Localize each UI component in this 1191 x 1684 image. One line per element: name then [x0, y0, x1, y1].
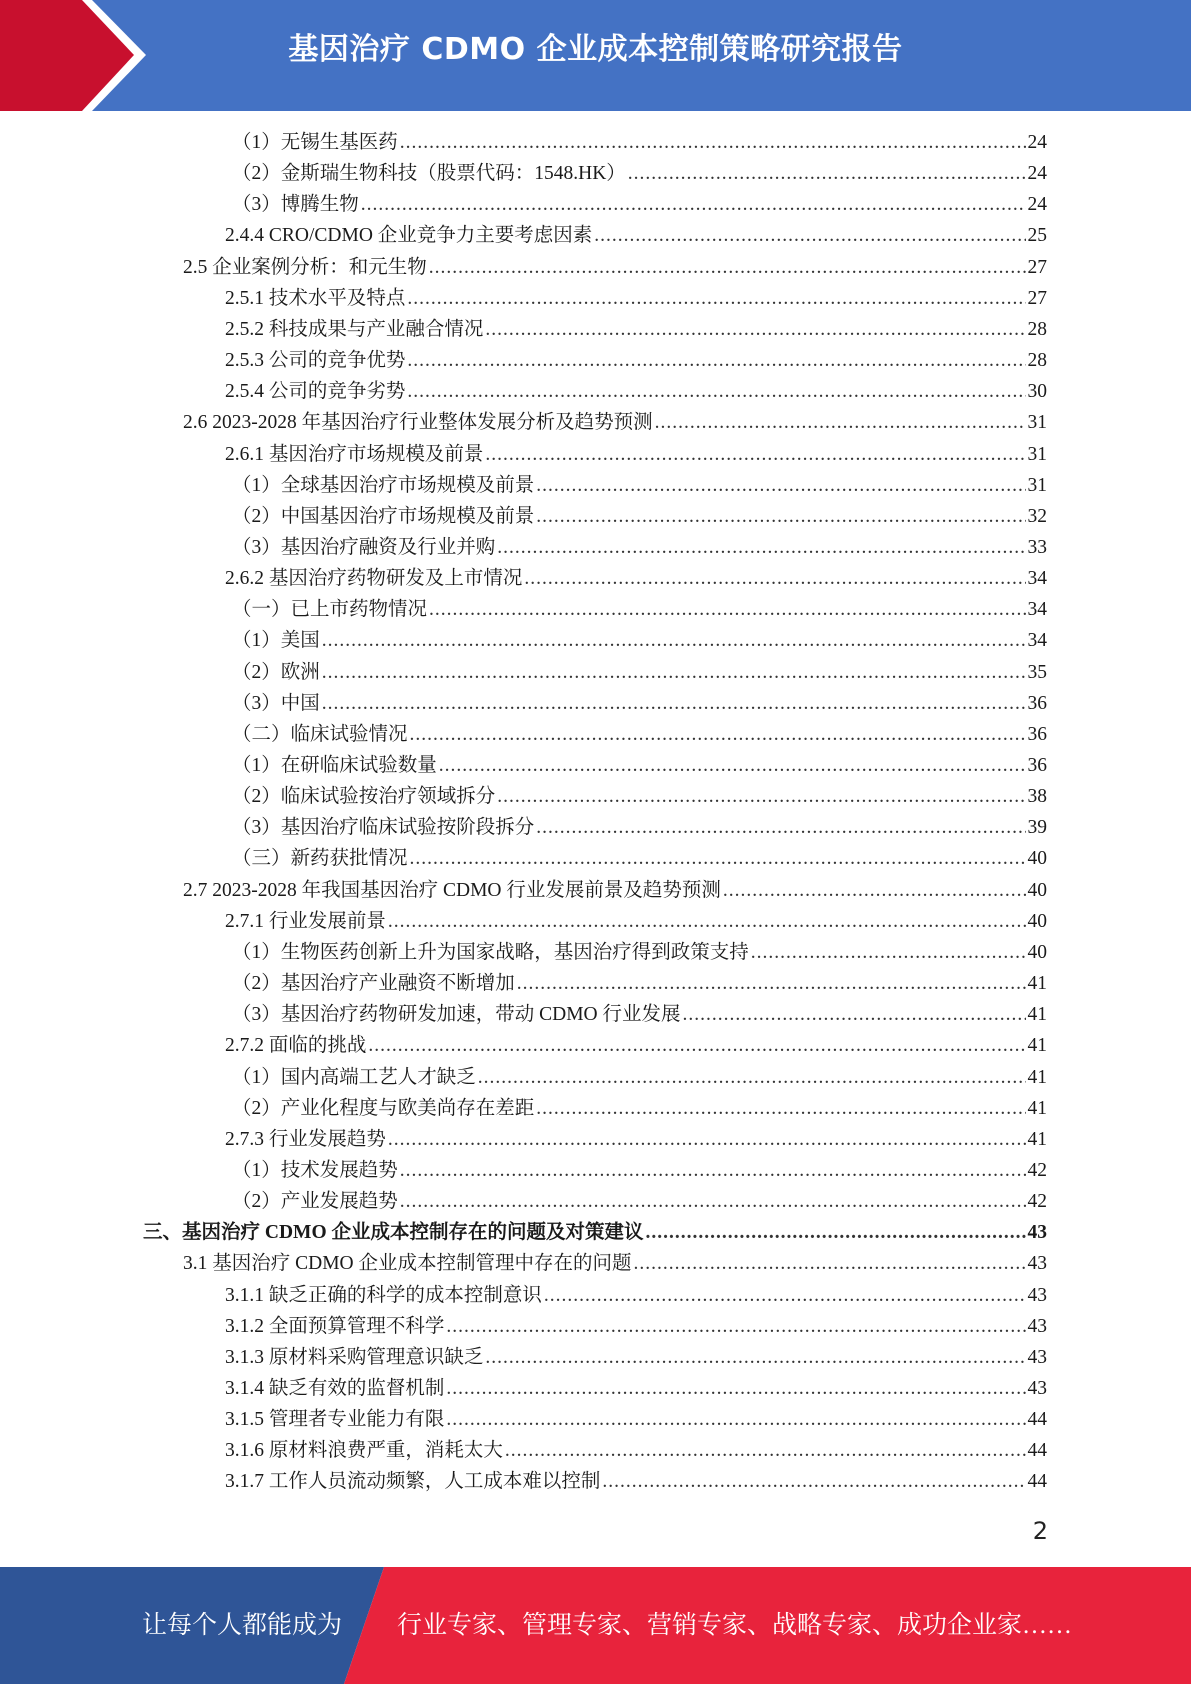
- toc-dot-leader: [388, 1124, 1026, 1155]
- toc-dot-leader: [322, 688, 1026, 719]
- toc-entry[interactable]: [225, 906, 1047, 937]
- toc-dot-leader: [400, 1186, 1026, 1217]
- toc-entry-page: 31: [1027, 443, 1047, 465]
- toc-entry-title: 2.7.1 行业发展前景: [225, 910, 386, 932]
- toc-entry[interactable]: [232, 470, 1047, 501]
- toc-dot-leader: [602, 1466, 1025, 1497]
- toc-entry-title: （2）欧洲: [232, 661, 320, 683]
- toc-entry-page: 41: [1027, 1128, 1047, 1150]
- toc-entry-title: 2.6.2 基因治疗药物研发及上市情况: [225, 568, 523, 590]
- toc-entry-title: 2.5.4 公司的竞争劣势: [225, 381, 406, 403]
- toc-entry-page: 25: [1027, 225, 1047, 247]
- toc-entry-title: （1）美国: [232, 630, 320, 652]
- toc-entry[interactable]: [232, 1093, 1047, 1124]
- toc-entry-title: 3.1.1 缺乏正确的科学的成本控制意识: [225, 1284, 542, 1306]
- toc-entry-title: （2）金斯瑞生物科技（股票代码：1548.HK）: [232, 163, 626, 185]
- toc-entry-page: 41: [1027, 1066, 1047, 1088]
- toc-entry-page: 34: [1027, 630, 1047, 652]
- toc-dot-leader: [505, 1435, 1026, 1466]
- toc-entry-page: 24: [1027, 163, 1047, 185]
- toc-entry-title: （三）新药获批情况: [232, 848, 408, 870]
- toc-dot-leader: [410, 843, 1026, 874]
- toc-entry[interactable]: [225, 1435, 1047, 1466]
- toc-entry[interactable]: [183, 1248, 1047, 1279]
- toc-dot-leader: [536, 1093, 1025, 1124]
- toc-entry-title: （3）博腾生物: [232, 194, 359, 216]
- toc-dot-leader: [524, 563, 1025, 594]
- toc-entry-page: 35: [1027, 661, 1047, 683]
- toc-entry-page: 36: [1027, 755, 1047, 776]
- toc-entry-page: 36: [1027, 723, 1047, 745]
- toc-dot-leader: [361, 189, 1026, 220]
- toc-dot-leader: [497, 781, 1025, 812]
- toc-entry-page: 32: [1027, 505, 1047, 527]
- toc-entry-title: （二）临床试验情况: [232, 723, 408, 745]
- toc-entry-page: 24: [1027, 194, 1047, 216]
- toc-entry-page: 40: [1027, 879, 1047, 901]
- toc-entry-page: 41: [1027, 1004, 1047, 1026]
- toc-entry[interactable]: [183, 875, 1047, 906]
- toc-entry-title: （3）基因治疗药物研发加速，带动 CDMO 行业发展: [232, 1004, 681, 1026]
- toc-dot-leader: [400, 127, 1026, 158]
- toc-entry-title: 2.7 2023-2028 年我国基因治疗 CDMO 行业发展前景及趋势预测: [183, 879, 721, 901]
- toc-entry-title: 2.4.4 CRO/CDMO 企业竞争力主要考虑因素: [225, 225, 593, 247]
- toc-dot-leader: [536, 470, 1025, 501]
- toc-entry-title: 2.6 2023-2028 年基因治疗行业整体发展分析及趋势预测: [183, 412, 653, 434]
- toc-entry-title: 3.1.5 管理者专业能力有限: [225, 1409, 445, 1431]
- toc-entry[interactable]: [225, 314, 1047, 345]
- toc-entry-title: 2.6.1 基因治疗市场规模及前景: [225, 443, 484, 465]
- toc-entry[interactable]: [225, 563, 1047, 594]
- toc-entry-page: 44: [1027, 1471, 1047, 1493]
- toc-dot-leader: [628, 158, 1026, 189]
- toc-entry-page: 36: [1027, 692, 1047, 714]
- toc-entry-title: （1）生物医药创新上升为国家战略，基因治疗得到政策支持: [232, 941, 749, 963]
- toc-dot-leader: [429, 252, 1026, 283]
- toc-entry-page: 41: [1027, 973, 1047, 995]
- toc-entry-title: 2.7.3 行业发展趋势: [225, 1128, 386, 1150]
- toc-entry[interactable]: [225, 1466, 1047, 1497]
- toc-dot-leader: [407, 345, 1025, 376]
- toc-entry-title: （3）中国: [232, 692, 320, 714]
- toc-entry[interactable]: [183, 252, 1047, 283]
- toc-entry[interactable]: [232, 532, 1047, 563]
- toc-entry-title: （1）技术发展趋势: [232, 1159, 398, 1181]
- toc-entry[interactable]: [232, 1155, 1047, 1186]
- toc-entry-page: 44: [1027, 1409, 1047, 1431]
- toc-entry-title: 2.5 企业案例分析：和元生物: [183, 256, 427, 278]
- page-number: 2: [1032, 1517, 1048, 1545]
- toc-entry-page: 30: [1027, 381, 1047, 403]
- toc-entry-title: （2）基因治疗产业融资不断增加: [232, 973, 515, 995]
- toc-entry[interactable]: [225, 376, 1047, 407]
- toc-entry[interactable]: [225, 345, 1047, 376]
- toc-dot-leader: [683, 999, 1026, 1030]
- toc-entry-page: 24: [1027, 132, 1047, 153]
- toc-entry[interactable]: [232, 1186, 1047, 1217]
- toc-entry-title: 3.1.2 全面预算管理不科学: [225, 1315, 445, 1337]
- toc-dot-leader: [446, 1404, 1025, 1435]
- toc-dot-leader: [446, 1311, 1025, 1342]
- toc-dot-leader: [723, 875, 1026, 906]
- toc-dot-leader: [388, 906, 1026, 937]
- toc-dot-leader: [497, 532, 1025, 563]
- toc-entry[interactable]: [232, 999, 1047, 1030]
- toc-dot-leader: [655, 407, 1026, 438]
- toc-entry-title: （2）产业化程度与欧美尚存在差距: [232, 1097, 535, 1119]
- toc-entry-title: （1）无锡生基医药: [232, 132, 398, 153]
- toc-dot-leader: [536, 812, 1025, 843]
- toc-entry-page: 31: [1027, 412, 1047, 434]
- toc-dot-leader: [594, 220, 1025, 251]
- toc-entry[interactable]: [183, 407, 1047, 438]
- toc-entry[interactable]: [225, 1030, 1047, 1061]
- toc-entry-page: 43: [1027, 1378, 1047, 1399]
- toc-entry[interactable]: [232, 1062, 1047, 1093]
- toc-entry-page: 43: [1027, 1284, 1047, 1306]
- toc-entry-page: 43: [1027, 1346, 1047, 1368]
- toc-dot-leader: [634, 1248, 1026, 1279]
- toc-entry[interactable]: [232, 719, 1047, 750]
- page-footer: [0, 1567, 1191, 1684]
- toc-dot-leader: [407, 376, 1025, 407]
- toc-dot-leader: [478, 1062, 1026, 1093]
- toc-entry[interactable]: [232, 501, 1047, 532]
- toc-entry-title: 三、基因治疗 CDMO 企业成本控制存在的问题及对策建议: [143, 1222, 644, 1244]
- toc-entry-page: 34: [1027, 568, 1047, 590]
- toc-entry-page: 42: [1027, 1191, 1047, 1213]
- toc-entry-title: 2.5.1 技术水平及特点: [225, 287, 406, 309]
- toc-dot-leader: [544, 1280, 1026, 1311]
- toc-entry-page: 40: [1027, 848, 1047, 870]
- toc-entry-page: 43: [1027, 1222, 1047, 1244]
- toc-dot-leader: [429, 594, 1025, 625]
- toc-dot-leader: [485, 1342, 1025, 1373]
- toc-entry-page: 41: [1027, 1035, 1047, 1057]
- toc-entry-page: 43: [1027, 1315, 1047, 1337]
- toc-dot-leader: [446, 1373, 1025, 1404]
- toc-entry-title: 2.7.2 面临的挑战: [225, 1035, 367, 1057]
- toc-entry[interactable]: [225, 1311, 1047, 1342]
- toc-entry-page: 38: [1027, 786, 1047, 808]
- toc-entry[interactable]: [225, 1280, 1047, 1311]
- toc-entry[interactable]: [225, 283, 1047, 314]
- toc-dot-leader: [410, 719, 1026, 750]
- toc-entry-title: （1）全球基因治疗市场规模及前景: [232, 474, 535, 496]
- toc-dot-leader: [368, 1030, 1025, 1061]
- toc-entry-title: 2.5.2 科技成果与产业融合情况: [225, 318, 484, 340]
- toc-dot-leader: [400, 1155, 1026, 1186]
- toc-dot-leader: [322, 657, 1026, 688]
- page-header: [0, 0, 1191, 111]
- toc-entry[interactable]: [232, 781, 1047, 812]
- document-title: 基因治疗 CDMO 企业成本控制策略研究报告: [288, 32, 903, 67]
- toc-entry-page: 27: [1027, 256, 1047, 278]
- toc-entry-page: 27: [1027, 287, 1047, 309]
- toc-entry-title: 2.5.3 公司的竞争优势: [225, 350, 406, 372]
- toc-entry[interactable]: [225, 1404, 1047, 1435]
- toc-dot-leader: [517, 968, 1026, 999]
- toc-entry-title: （2）临床试验按治疗领域拆分: [232, 786, 496, 808]
- toc-entry-title: （2）中国基因治疗市场规模及前景: [232, 505, 535, 527]
- toc-dot-leader: [646, 1217, 1026, 1248]
- toc-entry-title: 3.1.3 原材料采购管理意识缺乏: [225, 1346, 484, 1368]
- toc-entry-title: （3）基因治疗融资及行业并购: [232, 536, 496, 558]
- toc-entry[interactable]: [232, 657, 1047, 688]
- toc-entry[interactable]: [232, 812, 1047, 843]
- toc-entry-title: （1）国内高端工艺人才缺乏: [232, 1066, 476, 1088]
- toc-entry[interactable]: [225, 439, 1047, 470]
- toc-entry[interactable]: [225, 1124, 1047, 1155]
- toc-entry-page: 40: [1027, 910, 1047, 932]
- toc-dot-leader: [439, 750, 1026, 781]
- toc-entry[interactable]: [232, 688, 1047, 719]
- toc-entry[interactable]: [232, 937, 1047, 968]
- toc-dot-leader: [485, 439, 1025, 470]
- toc-entry-page: 43: [1027, 1253, 1047, 1275]
- toc-entry-title: （一）已上市药物情况: [232, 599, 428, 621]
- toc-entry[interactable]: [232, 750, 1047, 781]
- toc-entry[interactable]: [143, 1217, 1047, 1248]
- toc-entry-page: 42: [1027, 1159, 1047, 1181]
- toc-dot-leader: [485, 314, 1025, 345]
- toc-entry-title: 3.1.7 工作人员流动频繁，人工成本难以控制: [225, 1471, 601, 1493]
- toc-entry[interactable]: [232, 968, 1047, 999]
- toc-dot-leader: [407, 283, 1025, 314]
- toc-entry[interactable]: [232, 189, 1047, 220]
- toc-entry-page: 41: [1027, 1097, 1047, 1119]
- toc-entry[interactable]: [225, 1373, 1047, 1404]
- toc-dot-leader: [751, 937, 1026, 968]
- toc-entry[interactable]: [225, 220, 1047, 251]
- toc-entry[interactable]: [232, 158, 1047, 189]
- toc-entry-title: 3.1.4 缺乏有效的监督机制: [225, 1378, 445, 1399]
- toc-entry[interactable]: [232, 127, 1047, 158]
- footer-slogan-right: 行业专家、管理专家、营销专家、战略专家、成功企业家……: [397, 1612, 1073, 1639]
- toc-entry[interactable]: [232, 594, 1047, 625]
- toc-entry[interactable]: [232, 843, 1047, 874]
- toc-entry-page: 34: [1027, 599, 1047, 621]
- toc-entry-page: 33: [1027, 536, 1047, 558]
- toc-entry-page: 44: [1027, 1440, 1047, 1462]
- toc-entry-page: 31: [1027, 474, 1047, 496]
- toc-entry-title: （2）产业发展趋势: [232, 1191, 398, 1213]
- toc-entry-page: 39: [1027, 817, 1047, 839]
- toc-dot-leader: [536, 501, 1025, 532]
- toc-entry-page: 28: [1027, 350, 1047, 372]
- toc-entry-title: （1）在研临床试验数量: [232, 755, 437, 776]
- toc-entry-title: 3.1 基因治疗 CDMO 企业成本控制管理中存在的问题: [183, 1253, 632, 1275]
- toc-entry[interactable]: [225, 1342, 1047, 1373]
- footer-slogan-left: 让每个人都能成为: [142, 1612, 343, 1639]
- toc-entry-title: 3.1.6 原材料浪费严重，消耗太大: [225, 1440, 503, 1462]
- toc-dot-leader: [322, 625, 1026, 656]
- toc-entry-page: 28: [1027, 318, 1047, 340]
- toc-entry-page: 40: [1027, 941, 1047, 963]
- toc-entry[interactable]: [232, 625, 1047, 656]
- toc-entry-title: （3）基因治疗临床试验按阶段拆分: [232, 817, 535, 839]
